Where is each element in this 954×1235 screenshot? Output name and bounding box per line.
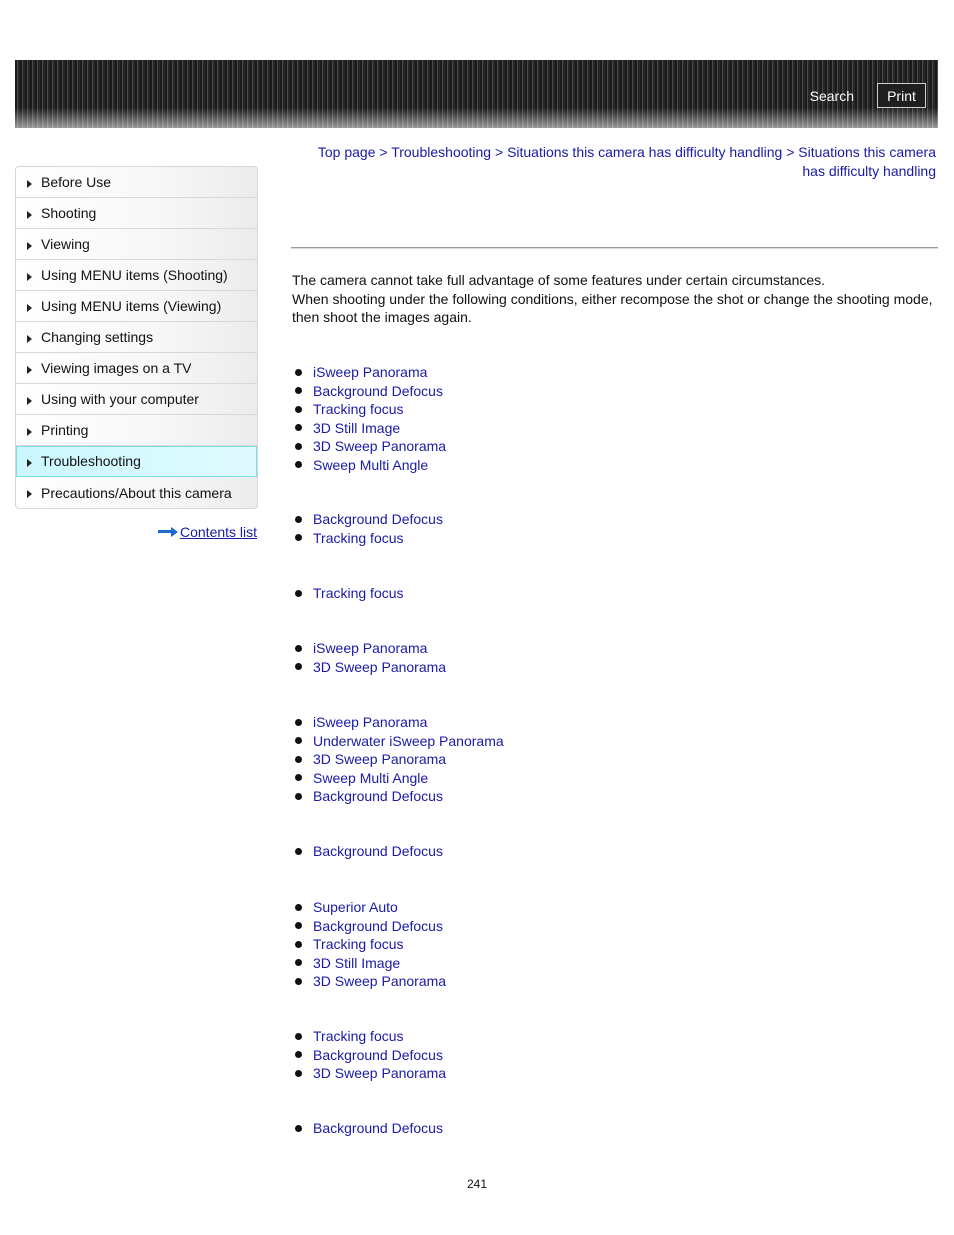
list-item	[292, 917, 446, 936]
list-item	[292, 1064, 446, 1083]
sidebar-item-label: Viewing	[41, 236, 90, 252]
list-item	[292, 732, 504, 751]
list-item	[292, 658, 446, 677]
feature-link[interactable]: 3D Sweep Panorama	[313, 973, 447, 989]
feature-list	[292, 898, 446, 991]
sidebar-item-viewing[interactable]	[16, 229, 257, 260]
sidebar-item-label: Viewing images on a TV	[41, 360, 192, 376]
list-item	[292, 400, 446, 419]
triangle-right-icon	[27, 366, 32, 374]
sidebar-item-label: Precautions/About this camera	[41, 484, 232, 501]
list-item	[292, 529, 443, 548]
list-item	[292, 510, 443, 529]
bullet-icon	[295, 369, 302, 376]
sidebar-item-label: Before Use	[41, 174, 112, 190]
feature-link[interactable]: 3D Sweep Panorama	[313, 751, 447, 767]
triangle-right-icon	[27, 397, 32, 405]
breadcrumb-current[interactable]: Situations this camera has difficulty handling	[798, 144, 936, 179]
list-item	[292, 1046, 446, 1065]
bullet-icon	[295, 387, 302, 394]
bullet-icon	[295, 922, 302, 929]
feature-link[interactable]: 3D Still Image	[313, 954, 401, 971]
sidebar-item-precautions-about-this-camera[interactable]	[16, 477, 257, 508]
triangle-right-icon	[27, 180, 32, 188]
triangle-right-icon	[27, 304, 32, 312]
list-item	[292, 382, 446, 401]
sidebar-item-label: Troubleshooting	[41, 453, 141, 469]
contents-list-link[interactable]	[158, 524, 257, 540]
sidebar-item-label: Using MENU items (Shooting)	[41, 267, 228, 283]
bullet-icon	[295, 590, 302, 597]
sidebar-nav	[15, 166, 258, 509]
sidebar-item-viewing-images-on-a-tv[interactable]	[16, 353, 257, 384]
feature-link[interactable]: Background Defocus	[313, 1046, 443, 1063]
feature-link[interactable]: iSweep Panorama	[313, 364, 428, 380]
feature-list	[292, 584, 404, 603]
triangle-right-icon	[27, 459, 32, 467]
feature-link[interactable]: Tracking focus	[313, 936, 404, 952]
bullet-icon	[295, 848, 302, 855]
list-item	[292, 954, 446, 973]
bullet-icon	[295, 774, 302, 781]
feature-list	[292, 713, 504, 806]
bullet-icon	[295, 1125, 302, 1132]
feature-link[interactable]: Tracking focus	[313, 529, 404, 546]
bullet-icon	[295, 978, 302, 985]
list-item	[292, 456, 446, 475]
sidebar-item-label: Shooting	[41, 205, 97, 221]
sidebar-item-label: Changing settings	[41, 329, 154, 345]
list-item	[292, 750, 504, 769]
feature-link[interactable]: Background Defocus	[313, 511, 443, 527]
breadcrumb-separator: >	[786, 144, 795, 160]
bullet-icon	[295, 1033, 302, 1040]
breadcrumb-situations[interactable]: Situations this camera has difficulty handling	[507, 144, 783, 160]
triangle-right-icon	[27, 211, 32, 219]
list-item	[292, 842, 443, 861]
sidebar-item-troubleshooting[interactable]	[16, 446, 257, 477]
bullet-icon	[295, 516, 302, 523]
feature-link[interactable]: Background Defocus	[313, 788, 443, 804]
list-item	[292, 898, 446, 917]
list-item	[292, 787, 504, 806]
list-item	[292, 363, 446, 382]
feature-link[interactable]: Background Defocus	[313, 382, 443, 399]
breadcrumb-separator: >	[379, 144, 388, 160]
feature-link[interactable]: iSweep Panorama	[313, 640, 428, 656]
bullet-icon	[295, 663, 302, 670]
triangle-right-icon	[27, 242, 32, 250]
feature-link[interactable]: Sweep Multi Angle	[313, 769, 429, 786]
contents-list-label: Contents list	[180, 524, 258, 540]
list-item	[292, 419, 446, 438]
feature-list	[292, 510, 443, 547]
intro-line: When shooting under the following conditions, either recompose the shot or change the shooting mode, then shoot the images again.	[292, 290, 933, 325]
feature-list	[292, 842, 443, 861]
intro-line: The camera cannot take full advantage of some features under certain circumstances.	[292, 272, 826, 288]
triangle-right-icon	[27, 273, 32, 281]
feature-link[interactable]: iSweep Panorama	[313, 714, 428, 730]
sidebar-item-label: Printing	[41, 422, 89, 438]
bullet-icon	[295, 1070, 302, 1077]
sidebar-item-shooting[interactable]	[16, 198, 257, 229]
list-item	[292, 1027, 446, 1046]
feature-list	[292, 1119, 443, 1138]
top-banner	[15, 60, 938, 128]
bullet-icon	[295, 719, 302, 726]
triangle-right-icon	[27, 428, 32, 436]
list-item	[292, 437, 446, 456]
sidebar-item-using-with-your-computer[interactable]	[16, 384, 257, 415]
search-link[interactable]: Search	[809, 88, 854, 104]
feature-link[interactable]: Background Defocus	[313, 843, 443, 859]
feature-link[interactable]: Underwater iSweep Panorama	[313, 732, 504, 749]
feature-link[interactable]: Tracking focus	[313, 1028, 404, 1044]
feature-link[interactable]: Background Defocus	[313, 917, 443, 934]
feature-link[interactable]: 3D Still Image	[313, 419, 401, 436]
feature-link[interactable]: 3D Sweep Panorama	[313, 658, 447, 675]
feature-link[interactable]: Superior Auto	[313, 899, 398, 915]
sidebar-item-printing[interactable]	[16, 415, 257, 446]
list-item	[292, 1119, 443, 1138]
feature-link[interactable]: Sweep Multi Angle	[313, 456, 429, 473]
title-divider	[291, 247, 938, 249]
bullet-icon	[295, 406, 302, 413]
sidebar-item-using-menu-items-viewing[interactable]	[16, 291, 257, 322]
intro-text	[292, 271, 938, 327]
list-item	[292, 769, 504, 788]
sidebar-item-changing-settings[interactable]	[16, 322, 257, 353]
bullet-icon	[295, 941, 302, 948]
print-button[interactable]: Print	[877, 83, 926, 108]
feature-link[interactable]: 3D Sweep Panorama	[313, 438, 447, 454]
breadcrumb-troubleshooting[interactable]: Troubleshooting	[391, 144, 492, 160]
breadcrumb-separator: >	[494, 144, 504, 160]
sidebar-item-using-menu-items-shooting[interactable]	[16, 260, 257, 291]
feature-link[interactable]: Tracking focus	[313, 585, 404, 601]
triangle-right-icon	[27, 490, 32, 498]
bullet-icon	[295, 443, 302, 450]
feature-list	[292, 639, 446, 676]
feature-list	[292, 363, 446, 474]
bullet-icon	[295, 534, 302, 541]
feature-list	[292, 1027, 446, 1083]
sidebar-item-label: Using with your computer	[41, 391, 199, 407]
bullet-icon	[295, 756, 302, 763]
feature-link[interactable]: Background Defocus	[313, 1120, 443, 1136]
list-item	[292, 584, 404, 603]
bullet-icon	[295, 793, 302, 800]
sidebar-item-before-use[interactable]	[16, 167, 257, 198]
breadcrumb-top-page[interactable]: Top page	[317, 144, 376, 160]
bullet-icon	[295, 737, 302, 744]
bullet-icon	[295, 959, 302, 966]
page-number: 241	[466, 1177, 488, 1191]
list-item	[292, 972, 446, 991]
arrow-right-icon	[158, 527, 178, 537]
list-item	[292, 935, 446, 954]
feature-link[interactable]: 3D Sweep Panorama	[313, 1065, 447, 1081]
feature-link[interactable]: Tracking focus	[313, 401, 404, 417]
bullet-icon	[295, 1051, 302, 1058]
bullet-icon	[295, 461, 302, 468]
bullet-icon	[295, 645, 302, 652]
list-item	[292, 639, 446, 658]
triangle-right-icon	[27, 335, 32, 343]
list-item	[292, 713, 504, 732]
breadcrumb	[300, 143, 936, 181]
bullet-icon	[295, 424, 302, 431]
sidebar-item-label: Using MENU items (Viewing)	[41, 298, 222, 314]
bullet-icon	[295, 904, 302, 911]
